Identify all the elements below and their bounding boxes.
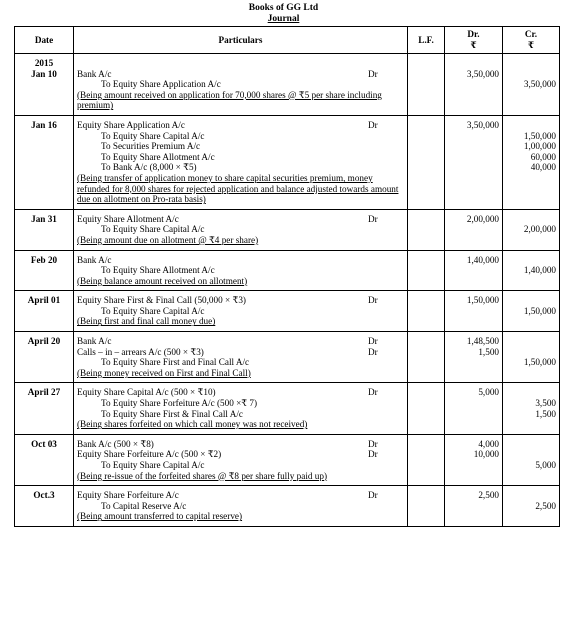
entry-ledger-folio (408, 115, 445, 209)
credit-amount (506, 69, 556, 80)
debit-marker: Dr (368, 336, 378, 347)
credit-amount: 1,50,000 (523, 305, 556, 316)
journal-entry-row (15, 54, 560, 116)
journal-entries (15, 54, 560, 527)
particulars-column-header: Particulars (74, 27, 408, 54)
account-name: To Equity Share Capital A/c (101, 460, 205, 470)
narration: (Being first and final call money due) (77, 316, 216, 327)
credit-account-line (77, 162, 404, 173)
narration-text (77, 511, 404, 522)
entry-particulars (74, 434, 408, 485)
entry-ledger-folio (408, 332, 445, 383)
entry-credit-amounts (503, 209, 560, 250)
debit-amount: 1,50,000 (466, 295, 499, 306)
narration-text (77, 90, 404, 111)
entry-ledger-folio (408, 54, 445, 116)
account-name: Bank A/c (77, 254, 112, 265)
entry-debit-amounts (445, 383, 503, 434)
debit-amount (448, 460, 499, 471)
entry-debit-amounts (445, 291, 503, 332)
table-header-row (15, 27, 560, 54)
debit-amount: 2,00,000 (466, 213, 499, 224)
credit-account-line (77, 398, 404, 409)
credit-amount (506, 490, 556, 501)
account-name: Bank A/c (77, 336, 112, 347)
debit-amount: 4,000 (478, 438, 499, 449)
narration: (Being transfer of application money to share capital securities premium, money refunded for 8,000 shares for rejected application and balance adjusted towards amount due on allotment on Pro-rata basis) (77, 172, 399, 205)
debit-account-line (77, 214, 404, 225)
debit-amount (448, 162, 499, 173)
entry-credit-amounts (503, 115, 560, 209)
entry-ledger-folio (408, 209, 445, 250)
credit-amount: 3,50,000 (523, 79, 556, 90)
journal-entry-row (15, 434, 560, 485)
credit-account-line (77, 357, 404, 368)
entry-ledger-folio (408, 291, 445, 332)
journal-entry-row (15, 209, 560, 250)
entry-credit-amounts (503, 250, 560, 291)
account-name: To Securities Premium A/c (101, 141, 201, 152)
journal-entry-row (15, 486, 560, 527)
account-name: To Equity Share Forfeiture A/c (500 ×₹ 7) (101, 398, 258, 409)
narration: (Being money received on First and Final Call) (77, 367, 251, 378)
entry-ledger-folio (408, 383, 445, 434)
entry-date (15, 434, 74, 485)
entry-date (15, 383, 74, 434)
entry-ledger-folio (408, 486, 445, 527)
entry-credit-amounts (503, 434, 560, 485)
credit-amount: 60,000 (530, 151, 556, 162)
entry-particulars (74, 291, 408, 332)
debit-amount (448, 141, 499, 152)
credit-amount: 5,000 (535, 460, 556, 470)
entry-credit-amounts (503, 383, 560, 434)
credit-currency-symbol: ₹ (527, 40, 535, 50)
entry-date-text: Oct 03 (31, 438, 57, 449)
entry-date-text: 2015 (34, 58, 54, 68)
account-name: To Equity Share Allotment A/c (101, 151, 215, 162)
entry-date-text: April 27 (27, 387, 61, 398)
account-name: To Equity Share Capital A/c (101, 224, 205, 235)
account-name: To Equity Share Application A/c (101, 79, 221, 90)
entry-date-text: Jan 31 (31, 213, 57, 224)
journal-table (14, 26, 560, 527)
journal-entry-row (15, 115, 560, 209)
credit-account-line (77, 501, 404, 512)
entry-debit-amounts (445, 54, 503, 116)
credit-amount (506, 255, 556, 266)
journal-heading (0, 0, 567, 25)
credit-amount (506, 387, 556, 398)
debit-amount (448, 131, 499, 142)
debit-account-line (77, 490, 404, 501)
debit-amount: 5,000 (478, 387, 499, 398)
entry-ledger-folio (408, 250, 445, 291)
debit-amount (448, 398, 499, 409)
entry-debit-amounts (445, 209, 503, 250)
credit-amount: 1,40,000 (523, 265, 556, 276)
entry-particulars (74, 250, 408, 291)
entry-debit-amounts (445, 250, 503, 291)
company-title: Books of GG Ltd (248, 3, 319, 13)
credit-account-line (77, 141, 404, 152)
debit-account-line (77, 69, 404, 80)
debit-account-line (77, 387, 404, 398)
debit-amount (448, 306, 499, 317)
debit-marker: Dr (368, 68, 378, 79)
debit-marker: Dr (368, 295, 378, 306)
debit-marker: Dr (368, 346, 378, 357)
debit-amount: 10,000 (473, 449, 499, 460)
entry-date (15, 486, 74, 527)
entry-debit-amounts (445, 332, 503, 383)
entry-date-text: Feb 20 (30, 254, 58, 265)
entry-credit-amounts (503, 486, 560, 527)
account-name: Bank A/c (500 × ₹8) (77, 438, 154, 449)
entry-date-text: Jan 10 (31, 68, 57, 79)
credit-account-line (77, 306, 404, 317)
credit-amount: 3,500 (535, 398, 556, 409)
account-name: To Equity Share Capital A/c (101, 305, 205, 316)
debit-account-line (77, 336, 404, 347)
debit-account-line (77, 347, 404, 358)
debit-amount (448, 357, 499, 368)
debit-amount (448, 265, 499, 276)
credit-amount: 1,500 (535, 408, 556, 419)
debit-marker: Dr (368, 387, 378, 398)
entry-credit-amounts (503, 54, 560, 116)
credit-account-line (77, 152, 404, 163)
entry-debit-amounts (445, 115, 503, 209)
entry-date (15, 250, 74, 291)
debit-amount: 3,50,000 (466, 68, 499, 79)
account-name: To Capital Reserve A/c (101, 500, 187, 511)
account-name: Bank A/c (77, 68, 112, 79)
credit-amount (506, 439, 556, 450)
entry-date (15, 115, 74, 209)
credit-account-line (77, 131, 404, 142)
debit-marker: Dr (368, 449, 378, 460)
credit-amount: 1,50,000 (523, 357, 556, 368)
account-name: Equity Share First & Final Call (50,000 × ₹3) (77, 295, 246, 306)
narration-text (77, 419, 404, 430)
journal-entry-row (15, 383, 560, 434)
credit-account-line (77, 409, 404, 420)
account-name: To Equity Share First & Final Call A/c (101, 408, 244, 419)
narration: (Being amount due on allotment @ ₹4 per share) (77, 234, 259, 245)
entry-credit-amounts (503, 332, 560, 383)
narration-text (77, 368, 404, 379)
credit-amount (506, 347, 556, 358)
narration: (Being shares forfeited on which call money was not received) (77, 419, 308, 430)
account-name: To Equity Share First and Final Call A/c (101, 357, 250, 368)
account-name: To Equity Share Allotment A/c (101, 265, 215, 276)
entry-particulars (74, 383, 408, 434)
debit-amount (448, 79, 499, 90)
narration-text (77, 173, 404, 205)
debit-account-line (77, 295, 404, 306)
entry-debit-amounts (445, 486, 503, 527)
credit-amount: 2,500 (535, 500, 556, 511)
narration-text (77, 276, 404, 287)
debit-column-header (445, 27, 503, 54)
debit-amount: 1,48,500 (466, 336, 499, 347)
credit-amount: 1,00,000 (523, 141, 556, 152)
debit-amount: 3,50,000 (466, 119, 499, 130)
account-name: To Equity Share Capital A/c (101, 130, 205, 141)
credit-header-label: Cr. (524, 29, 538, 40)
entry-particulars (74, 209, 408, 250)
account-name: Equity Share Forfeiture A/c (77, 490, 179, 501)
credit-amount: 40,000 (530, 162, 556, 173)
account-name: To Bank A/c (8,000 × ₹5) (101, 162, 197, 173)
account-name: Equity Share Application A/c (77, 119, 185, 130)
credit-column-header (503, 27, 560, 54)
debit-account-line (77, 255, 404, 266)
debit-header-label: Dr. (467, 29, 480, 40)
credit-amount (506, 336, 556, 347)
credit-amount (506, 214, 556, 225)
account-name: Equity Share Allotment A/c (77, 213, 179, 224)
date-column-header: Date (15, 27, 74, 54)
journal-title: Journal (267, 14, 300, 24)
credit-amount (506, 120, 556, 131)
debit-amount (448, 409, 499, 420)
narration: (Being amount transferred to capital reserve) (77, 511, 243, 522)
entry-particulars (74, 54, 408, 116)
journal-entry-row (15, 250, 560, 291)
account-name: Equity Share Capital A/c (500 × ₹10) (77, 387, 216, 398)
debit-amount (448, 152, 499, 163)
entry-credit-amounts (503, 291, 560, 332)
narration: (Being amount received on application for 70,000 shares @ ₹5 per share including premium) (77, 89, 382, 111)
entry-debit-amounts (445, 434, 503, 485)
entry-date-text: Oct.3 (33, 490, 55, 501)
entry-date-text: April 20 (27, 336, 61, 347)
debit-account-line (77, 449, 404, 460)
debit-marker: Dr (368, 119, 378, 130)
credit-amount (506, 449, 556, 460)
debit-amount (448, 501, 499, 512)
entry-particulars (74, 486, 408, 527)
credit-account-line (77, 224, 404, 235)
credit-account-line (77, 79, 404, 90)
debit-amount (448, 224, 499, 235)
journal-entry-row (15, 332, 560, 383)
credit-amount: 1,50,000 (523, 130, 556, 141)
entry-date (15, 332, 74, 383)
debit-marker: Dr (368, 438, 378, 449)
debit-currency-symbol: ₹ (470, 40, 477, 50)
narration: (Being re-issue of the forfeited shares @ ₹8 per share fully paid up) (77, 470, 328, 481)
account-name: Calls – in – arrears A/c (500 × ₹3) (77, 346, 204, 357)
debit-marker: Dr (368, 490, 378, 501)
debit-amount: 1,40,000 (466, 254, 499, 265)
narration-text (77, 316, 404, 327)
credit-amount: 2,00,000 (523, 224, 556, 235)
debit-amount: 2,500 (478, 490, 499, 501)
entry-date-text: April 01 (27, 295, 61, 306)
credit-account-line (77, 265, 404, 276)
entry-date (15, 291, 74, 332)
credit-amount (506, 295, 556, 306)
debit-account-line (77, 120, 404, 131)
credit-account-line (77, 460, 404, 471)
entry-date (15, 209, 74, 250)
debit-marker: Dr (368, 213, 378, 224)
entry-date-text: Jan 16 (31, 119, 57, 130)
entry-particulars (74, 115, 408, 209)
narration-text (77, 471, 404, 482)
narration-text (77, 235, 404, 246)
entry-ledger-folio (408, 434, 445, 485)
narration: (Being balance amount received on allotment) (77, 275, 248, 286)
debit-account-line (77, 439, 404, 450)
account-name: Equity Share Forfeiture A/c (500 × ₹2) (77, 449, 222, 460)
entry-date (15, 54, 74, 116)
entry-particulars (74, 332, 408, 383)
lf-column-header: L.F. (408, 27, 445, 54)
journal-entry-row (15, 291, 560, 332)
debit-amount: 1,500 (478, 346, 499, 357)
